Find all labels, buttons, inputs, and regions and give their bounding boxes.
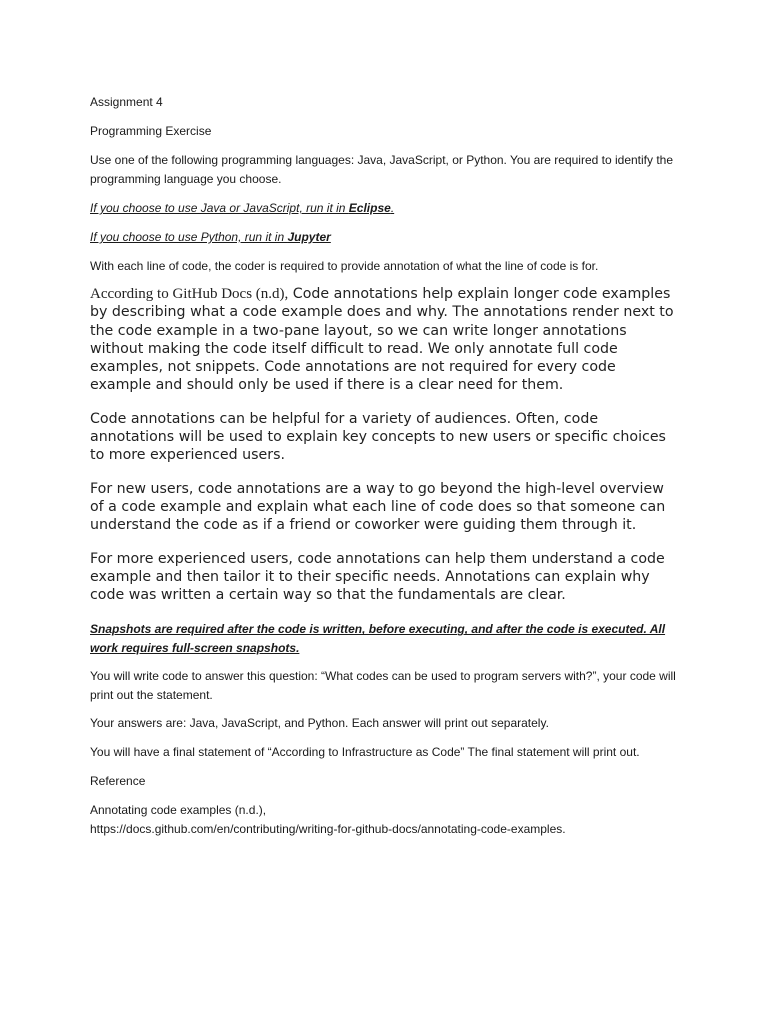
java-instruction-suffix: . — [390, 201, 395, 215]
quote-text-1: Code annotations help explain longer code examples by describing what a code example does and why. The annotations render next to the code example in a two-pane layout, so we can write longer annotations without making the code itself difficult to read. We only annotate full code examples, not snippets. Code annotations are not required for every code example and should only be used if there is a clear need for them. — [90, 286, 674, 394]
reference-title: Annotating code examples (n.d.), — [90, 803, 267, 818]
reference-heading: Reference — [90, 774, 146, 789]
annotation-rule: With each line of code, the coder is required to provide annotation of what the line of code is for. — [90, 259, 599, 273]
document-body — [90, 93, 680, 839]
python-instruction-text: If you choose to use Python, run it in — [90, 230, 288, 244]
python-instruction — [90, 228, 680, 247]
eclipse-label: Eclipse — [348, 201, 391, 215]
quote-paragraph-1 — [90, 285, 680, 395]
quote-paragraph-2: Code annotations can be helpful for a variety of audiences. Often, code annotations will be used to explain key concepts to new users or specific choices to more experienced users. — [90, 410, 666, 464]
instructions-paragraph: Use one of the following programming languages: Java, JavaScript, or Python. You are required to identify the programming language you choose. — [90, 153, 674, 186]
java-instruction-text: If you choose to use Java or JavaScript, run it in — [90, 201, 349, 215]
quote-citation: According to GitHub Docs (n.d), — [90, 286, 289, 302]
exercise-heading: Programming Exercise — [90, 124, 212, 138]
java-instruction — [90, 199, 680, 218]
jupyter-label: Jupyter — [287, 230, 331, 244]
quote-paragraph-3: For new users, code annotations are a way to go beyond the high-level overview of a code example and explain what each line of code does so that someone can understand the code as if a friend or coworker were guiding them through it. — [90, 480, 666, 534]
snapshots-requirement: Snapshots are required after the code is written, before executing, and after the code is executed. All work requires full-screen snapshots. — [90, 622, 666, 656]
question-paragraph: You will write code to answer this question: “What codes can be used to program servers with?”, your code will print out the statement. — [90, 669, 676, 703]
final-statement-paragraph: You will have a final statement of “According to Infrastructure as Code” The final statement will print out. — [90, 745, 640, 760]
reference-url: https://docs.github.com/en/contributing/writing-for-github-docs/annotating-code-examples. — [90, 822, 566, 837]
assignment-title: Assignment 4 — [90, 95, 163, 109]
answers-paragraph: Your answers are: Java, JavaScript, and Python. Each answer will print out separately. — [90, 716, 549, 731]
quote-paragraph-4: For more experienced users, code annotations can help them understand a code example and then tailor it to their specific needs. Annotations can explain why code was written a certain way so that the fundamentals are clear. — [90, 550, 665, 604]
